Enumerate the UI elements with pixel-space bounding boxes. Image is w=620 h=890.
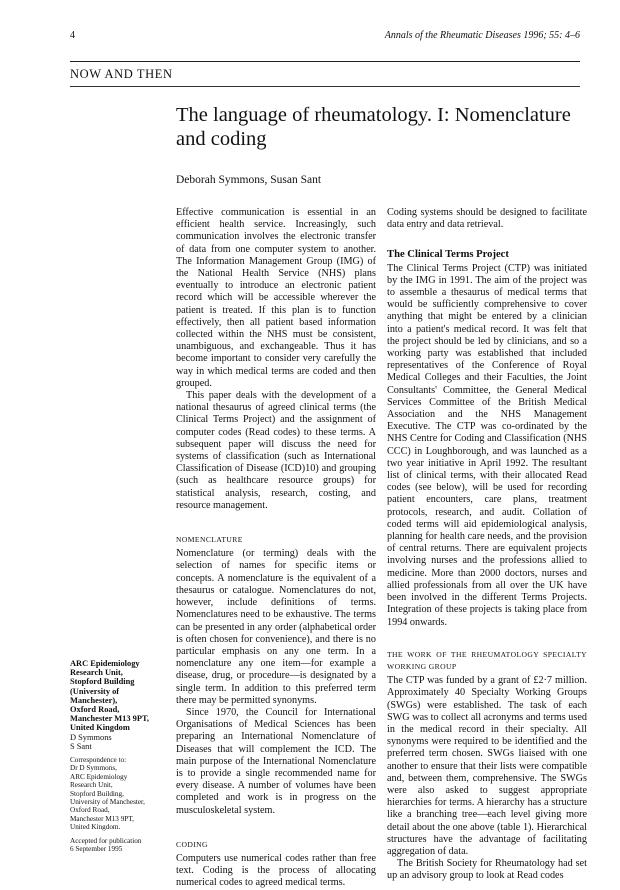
- paragraph: This paper deals with the development of a national thesaurus of agreed clinical terms (the Clinical Terms Project) and the assignment of computer codes (Read codes) to these terms. A subsequent paper will discuss the need for systems of classification (such as International Classification of Disease (ICD)10) and grouping (such as healthcare resource groups) for statistical analysis, research, costing, and resource management.: [176, 390, 376, 511]
- paragraph: The Clinical Terms Project (CTP) was initiated by the IMG in 1991. The aim of the project was to assemble a thesaurus of medical terms that would be sufficiently comprehensive to cover anything that might be entered by a clinician into a patient's medical record. It was felt that the project should be led by clinicians, and so a working party was established that included representatives of the Conference of Royal Medical Colleges and their Faculties, the Joint Consultants' Committee, the General Medical Services Committee of the British Medical Association and the NHS Management Executive. The CTP was co-ordinated by the NHS Centre for Coding and Classification (NHS CCC) in Loughborough, and was launched as a two year initiative in April 1992. The resultant list of clinical terms, with their allocated Read codes (see below), will be used for recording patient encounters, care plans, treatment protocols, research, and audit. Collation of coded terms will aid epidemiological analysis, planning for health care needs, and the provision of central returns. There are equivalent projects involving nurses and the professions allied to medicine. More than 2000 doctors, nurses and allied professionals from all over the UK have been involved in the different Terms Projects. Integration of these projects is taking place from 1994 onwards.: [387, 262, 587, 628]
- column-right: [387, 207, 587, 883]
- section-label: NOW AND THEN: [70, 67, 173, 81]
- column-left: [176, 207, 376, 890]
- paragraph: Since 1970, the Council for International Organisations of Medical Sciences has been preparing an International Nomenclature of Diseases that will complement the ICD. The main purpose of the International Nomenclature is to provide a single recommended name for every disease. A number of volumes have been completed and work is in progress on the musculoskeletal system.: [176, 706, 376, 816]
- affiliation-unit: ARC Epidemiology Research Unit, Stopford Building (University of Manchester), Oxford Road, Manchester M13 9PT, United Kingdom: [70, 659, 150, 733]
- page-number: 4: [70, 30, 75, 41]
- subheading-coding: CODING: [176, 839, 208, 849]
- article-title: The language of rheumatology. I: Nomenclature and coding: [176, 104, 571, 150]
- heading-clinical-terms-project: The Clinical Terms Project: [387, 249, 509, 261]
- paragraph: The British Society for Rheumatology had set up an advisory group to look at Read codes: [387, 858, 587, 882]
- article-authors: Deborah Symmons, Susan Sant: [176, 174, 322, 186]
- paragraph: Effective communication is essential in an efficient health service. Increasingly, such communication involves the electronic transfer of data from one computer system to another. The Information Management Group (IMG) of the National Health Service (NHS) plans eventually to introduce an electronic patient record which will be accessible wherever the patient is treated. If this plan is to function effectively, then all patient based information collected within the NHS must be consistent, unambiguous, and exchangeable. Thus it has become important to consider very carefully the way in which medical terms are coded and then grouped.: [176, 207, 376, 389]
- journal-reference: Annals of the Rheumatic Diseases 1996; 55: 4–6: [384, 30, 580, 41]
- header-rule: [70, 61, 580, 62]
- subheading-working-group: THE WORK OF THE RHEUMATOLOGY SPECIALTY WORKING GROUP: [387, 649, 587, 671]
- affiliation-authors: D Symmons S Sant: [70, 732, 112, 751]
- paragraph: Nomenclature (or terming) deals with the selection of names for specific items or concepts. A nomenclature is the equivalent of a thesaurus or catalogue. Nomenclatures do not, however, include definitions of terms. Nomenclatures need to be exhaustive. The terms can be presented in any order (alphabetical order is often chosen for convenience), and there is no particular emphasis on any one term. In a nomenclature any one item—for example a disease, drug, or procedure—is designated by a single term. In addition to this preferred term there may be permitted synonyms.: [176, 548, 376, 706]
- correspondence-address: Correspondence to: Dr D Symmons, ARC Epidemiology Research Unit, Stopford Building, University of Manchester, Oxford Road, Manchester M13 9PT, United Kingdom.: [70, 756, 145, 832]
- section-rule: [70, 86, 580, 87]
- accepted-date: Accepted for publication 6 September 1995: [70, 836, 142, 854]
- subheading-nomenclature: NOMENCLATURE: [176, 535, 243, 545]
- paragraph: Coding systems should be designed to facilitate data entry and data retrieval.: [387, 207, 587, 231]
- paragraph: The CTP was funded by a grant of £2·7 million. Approximately 40 Specialty Working Groups (SWGs) were established. The task of each SWG was to collect all acronyms and terms used in the medical record in their specialty. All synonyms were required to be identified and the preferred term chosen. SWGs liaised with one another to ensure that their lists were compatible and, between them, comprehensive. The SWGs were also asked to suggest appropriate hierarchies for terms. A hierarchy has a structure like a branching tree—each level giving more detail about the one above (table 1). Hierarchical structures have the advantage of facilitating aggregation of data.: [387, 675, 587, 857]
- author-affiliation: [70, 659, 170, 854]
- paragraph: Computers use numerical codes rather than free text. Coding is the process of allocating numerical codes to agreed medical terms.: [176, 852, 376, 889]
